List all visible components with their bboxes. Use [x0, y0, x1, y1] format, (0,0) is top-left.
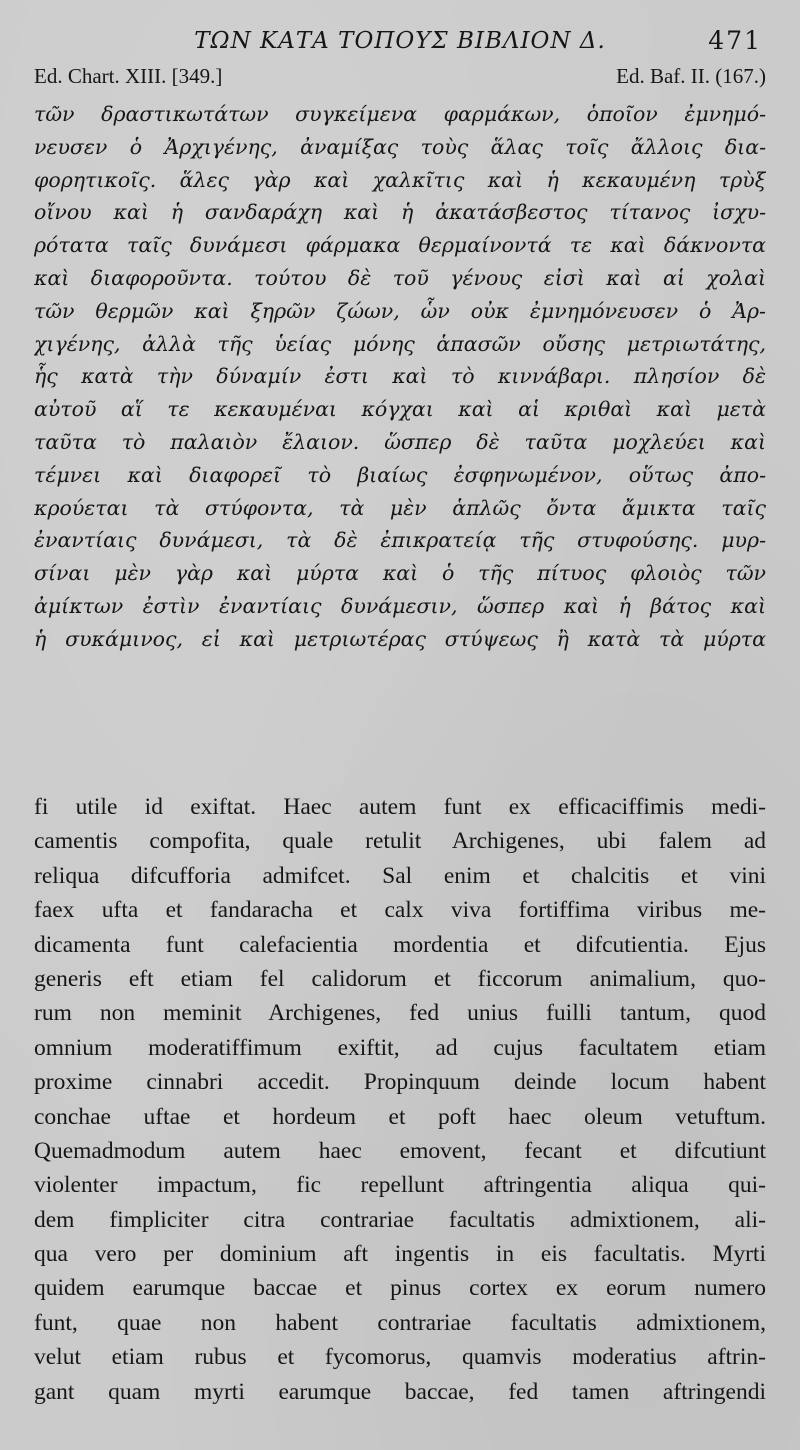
edition-basel: Ed. Baf. II. (167.) [616, 64, 766, 88]
greek-line: τέμνει καὶ διαφορεῖ τὸ βιαίως ἐσφηνωμένον, οὕτως ἀπο- [34, 462, 766, 487]
latin-line: faex ufta et fandaracha et calx viva fortiffima viribus me- [34, 897, 766, 924]
latin-line: Quemadmodum autem haec emovent, fecant et difcutiunt [34, 1137, 766, 1164]
greek-line: οἴνου καὶ ἡ σανδαράχη καὶ ἡ ἀκατάσβεστος τίτανος ἰσχυ- [34, 200, 766, 225]
edition-chartier: Ed. Chart. XIII. [349.] [34, 64, 223, 88]
greek-text [34, 98, 766, 738]
greek-line: φορητικοῖς. ἅλες γὰρ καὶ χαλκῖτις καὶ ἡ κεκαυμένη τρὺξ [34, 167, 766, 192]
latin-line: conchae uftae et hordeum et poft haec oleum vetuftum. [34, 1103, 766, 1130]
latin-line: generis eft etiam fel calidorum et ficcorum animalium, quo- [34, 965, 766, 992]
latin-line: quidem earumque baccae et pinus cortex ex eorum numero [34, 1275, 766, 1302]
latin-line: dicamenta funt calefacientia mordentia et difcutientia. Ejus [34, 931, 766, 958]
edition-line [34, 64, 766, 94]
latin-line: fi utile id exiftat. Haec autem funt ex efficaciffimis medi- [34, 794, 766, 820]
latin-line: velut etiam rubus et fycomorus, quamvis moderatius aftrin- [34, 1344, 766, 1371]
greek-line: ἐναντίαις δυνάμεσι, τὰ δὲ ἐπικρατείᾳ τῆς στυφούσης. μυρ- [34, 528, 766, 553]
greek-line: νευσεν ὁ Ἀρχιγένης, ἀναμίξας τοὺς ἅλας τοῖς ἄλλοις δια- [34, 134, 766, 159]
running-head [34, 22, 766, 62]
greek-line: σίναι μὲν γὰρ καὶ μύρτα καὶ ὁ τῆς πίτυος φλοιὸς τῶν [34, 561, 766, 586]
latin-line: funt, quae non habent contrariae facultatis admixtionem, [34, 1309, 766, 1336]
latin-line: gant quam myrti earumque baccae, fed tamen aftringendi [34, 1378, 766, 1405]
latin-line: rum non meminit Archigenes, fed unius fuilli tantum, quod [34, 1000, 766, 1027]
greek-line: τῶν δραστικωτάτων συγκείμενα φαρμάκων, ὁποῖον ἐμνημό- [34, 102, 766, 126]
page-number: 471 [708, 26, 762, 55]
latin-line: dem fimpliciter citra contrariae facultatis admixtionem, ali- [34, 1206, 766, 1233]
latin-line: reliqua difcufforia admifcet. Sal enim et chalcitis et vini [34, 862, 766, 889]
latin-line: qua vero per dominium aft ingentis in eis facultatis. Myrti [34, 1241, 766, 1268]
greek-line: ἧς κατὰ τὴν δύναμίν ἐστι καὶ τὸ κιννάβαρι. πλησίον δὲ [34, 364, 766, 389]
greek-line: καὶ διαφοροῦντα. τούτου δὲ τοῦ γένους εἰσὶ καὶ αἱ χολαὶ [34, 265, 766, 290]
greek-line: τῶν θερμῶν καὶ ξηρῶν ζώων, ὧν οὐκ ἐμνημόνευσεν ὁ Ἀρ- [34, 298, 766, 323]
latin-line: camentis compofita, quale retulit Archigenes, ubi falem ad [34, 828, 766, 855]
latin-line: violenter impactum, fic repellunt aftringentia aliqua qui- [34, 1172, 766, 1199]
greek-line: χιγένης, ἀλλὰ τῆς ὑείας μόνης ἁπασῶν οὔσης μετριωτάτης, [34, 331, 766, 356]
latin-line: omnium moderatiffimum exiftit, ad cujus facultatem etiam [34, 1034, 766, 1061]
greek-line: κρούεται τὰ στύφοντα, τὰ μὲν ἁπλῶς ὄντα ἄμικτα ταῖς [34, 495, 766, 520]
greek-line: ἡ συκάμινος, εἰ καὶ μετριωτέρας στύψεως ἢ κατὰ τὰ μύρτα [34, 626, 766, 651]
greek-line: ρότατα ταῖς δυνάμεσι φάρμακα θερμαίνοντά τε καὶ δάκνοντα [34, 233, 766, 258]
greek-line: αὐτοῦ αἵ τε κεκαυμέναι κόγχαι καὶ αἱ κριθαὶ καὶ μετὰ [34, 397, 766, 422]
running-title: ΤΩΝ ΚΑΤΑ ΤΟΠΟΥΣ ΒΙΒΛΙΟΝ Δ. [194, 28, 606, 54]
latin-line: proxime cinnabri accedit. Propinquum deinde locum habent [34, 1069, 766, 1096]
section-gap [34, 738, 766, 790]
greek-line: ἀμίκτων ἐστὶν ἐναντίαις δυνάμεσιν, ὥσπερ καὶ ἡ βάτος καὶ [34, 593, 766, 618]
latin-text [34, 790, 766, 1409]
greek-line: ταῦτα τὸ παλαιὸν ἔλαιον. ὥσπερ δὲ ταῦτα μοχλεύει καὶ [34, 429, 766, 454]
